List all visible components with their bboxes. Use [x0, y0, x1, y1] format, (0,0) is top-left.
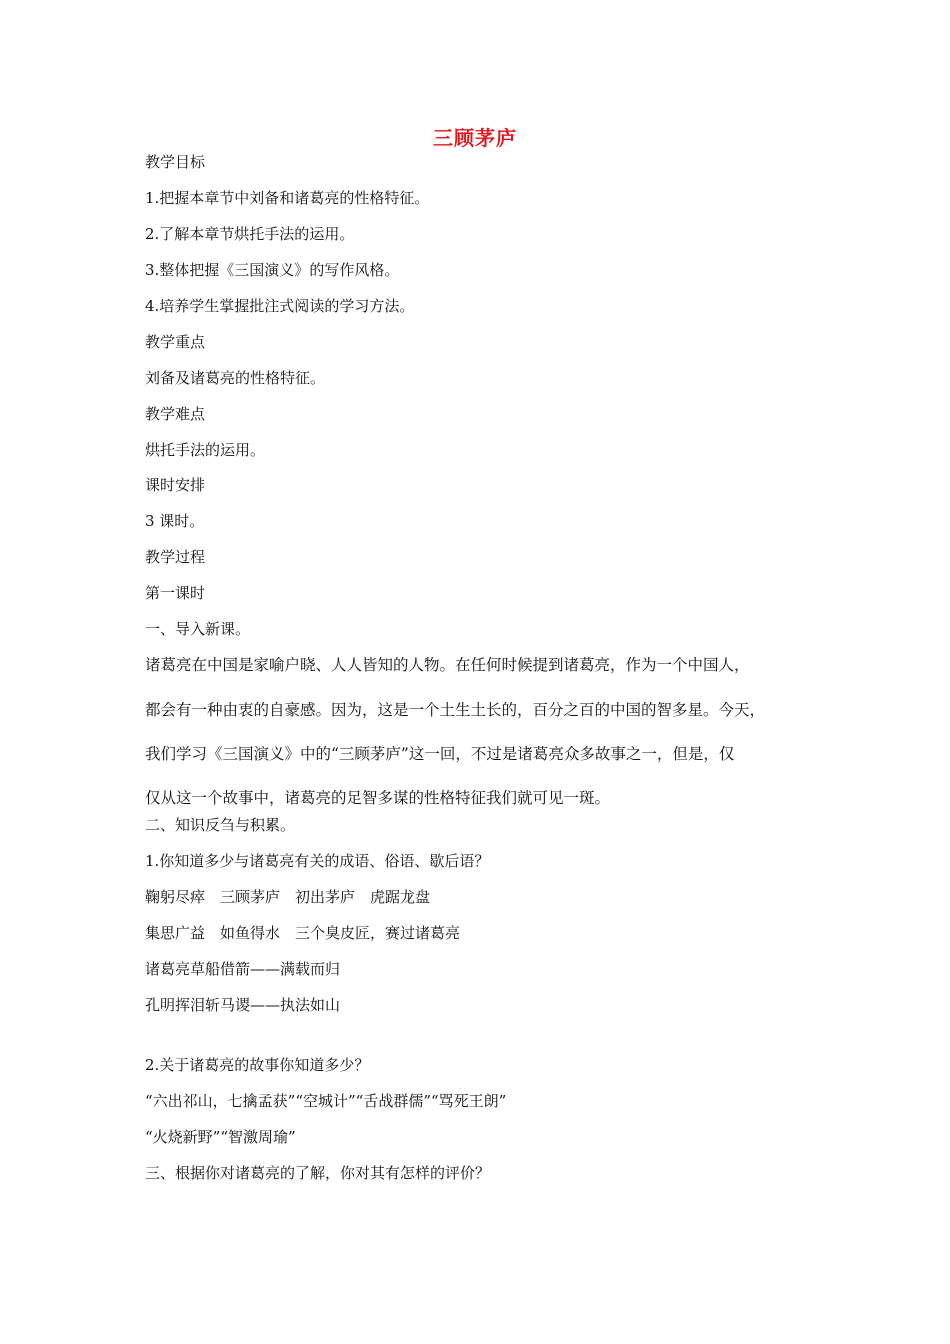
- heading-key-points: 教学重点: [145, 333, 206, 351]
- intro-paragraph-line: 诸葛亮在中国是家喻户晓、人人皆知的人物。在任何时候提到诸葛亮，作为一个中国人，: [145, 656, 750, 674]
- stories-line-2: “火烧新野”“智激周瑜”: [145, 1128, 296, 1146]
- section-knowledge-heading: 二、知识反刍与积累。: [145, 816, 296, 834]
- idioms-line-2: 集思广益 如鱼得水 三个臭皮匠，赛过诸葛亮: [145, 924, 461, 942]
- heading-teaching-goals: 教学目标: [145, 153, 206, 171]
- difficulties-text: 烘托手法的运用。: [145, 441, 266, 459]
- heading-difficulties: 教学难点: [145, 405, 206, 423]
- intro-paragraph-line: 我们学习《三国演义》中的“三顾茅庐”这一回，不过是诸葛亮众多故事之一，但是，仅: [145, 745, 735, 763]
- goal-item-2: 2.了解本章节烘托手法的运用。: [145, 225, 355, 243]
- schedule-text: 3 课时。: [145, 512, 205, 530]
- section-intro-heading: 一、导入新课。: [145, 620, 251, 638]
- heading-process: 教学过程: [145, 548, 206, 566]
- heading-schedule: 课时安排: [145, 476, 206, 494]
- goal-item-1: 1.把握本章节中刘备和诸葛亮的性格特征。: [145, 189, 430, 207]
- question-2: 2.关于诸葛亮的故事你知道多少？: [145, 1056, 370, 1074]
- intro-paragraph-line: 都会有一种由衷的自豪感。因为，这是一个土生土长的，百分之百的中国的智多星。今天，: [145, 701, 766, 719]
- xiehouyu-line-2: 孔明挥泪斩马谡——执法如山: [145, 996, 341, 1014]
- goal-item-4: 4.培养学生掌握批注式阅读的学习方法。: [145, 297, 415, 315]
- document-title: 三顾茅庐: [433, 126, 517, 150]
- heading-first-lesson: 第一课时: [145, 584, 206, 602]
- idioms-line-1: 鞠躬尽瘁 三顾茅庐 初出茅庐 虎踞龙盘: [145, 888, 431, 906]
- stories-line-1: “六出祁山，七擒孟获”“空城计”“舌战群儒”“骂死王朗”: [145, 1092, 507, 1110]
- intro-paragraph-line: 仅从这一个故事中，诸葛亮的足智多谋的性格特征我们就可见一斑。: [145, 789, 611, 807]
- intro-paragraph: [145, 655, 809, 808]
- question-1: 1.你知道多少与诸葛亮有关的成语、俗语、歇后语？: [145, 852, 490, 870]
- goal-item-3: 3.整体把握《三国演义》的写作风格。: [145, 261, 400, 279]
- xiehouyu-line-1: 诸葛亮草船借箭——满载而归: [145, 960, 341, 978]
- key-points-text: 刘备及诸葛亮的性格特征。: [145, 369, 326, 387]
- section-evaluation-heading: 三、根据你对诸葛亮的了解，你对其有怎样的评价？: [145, 1164, 491, 1182]
